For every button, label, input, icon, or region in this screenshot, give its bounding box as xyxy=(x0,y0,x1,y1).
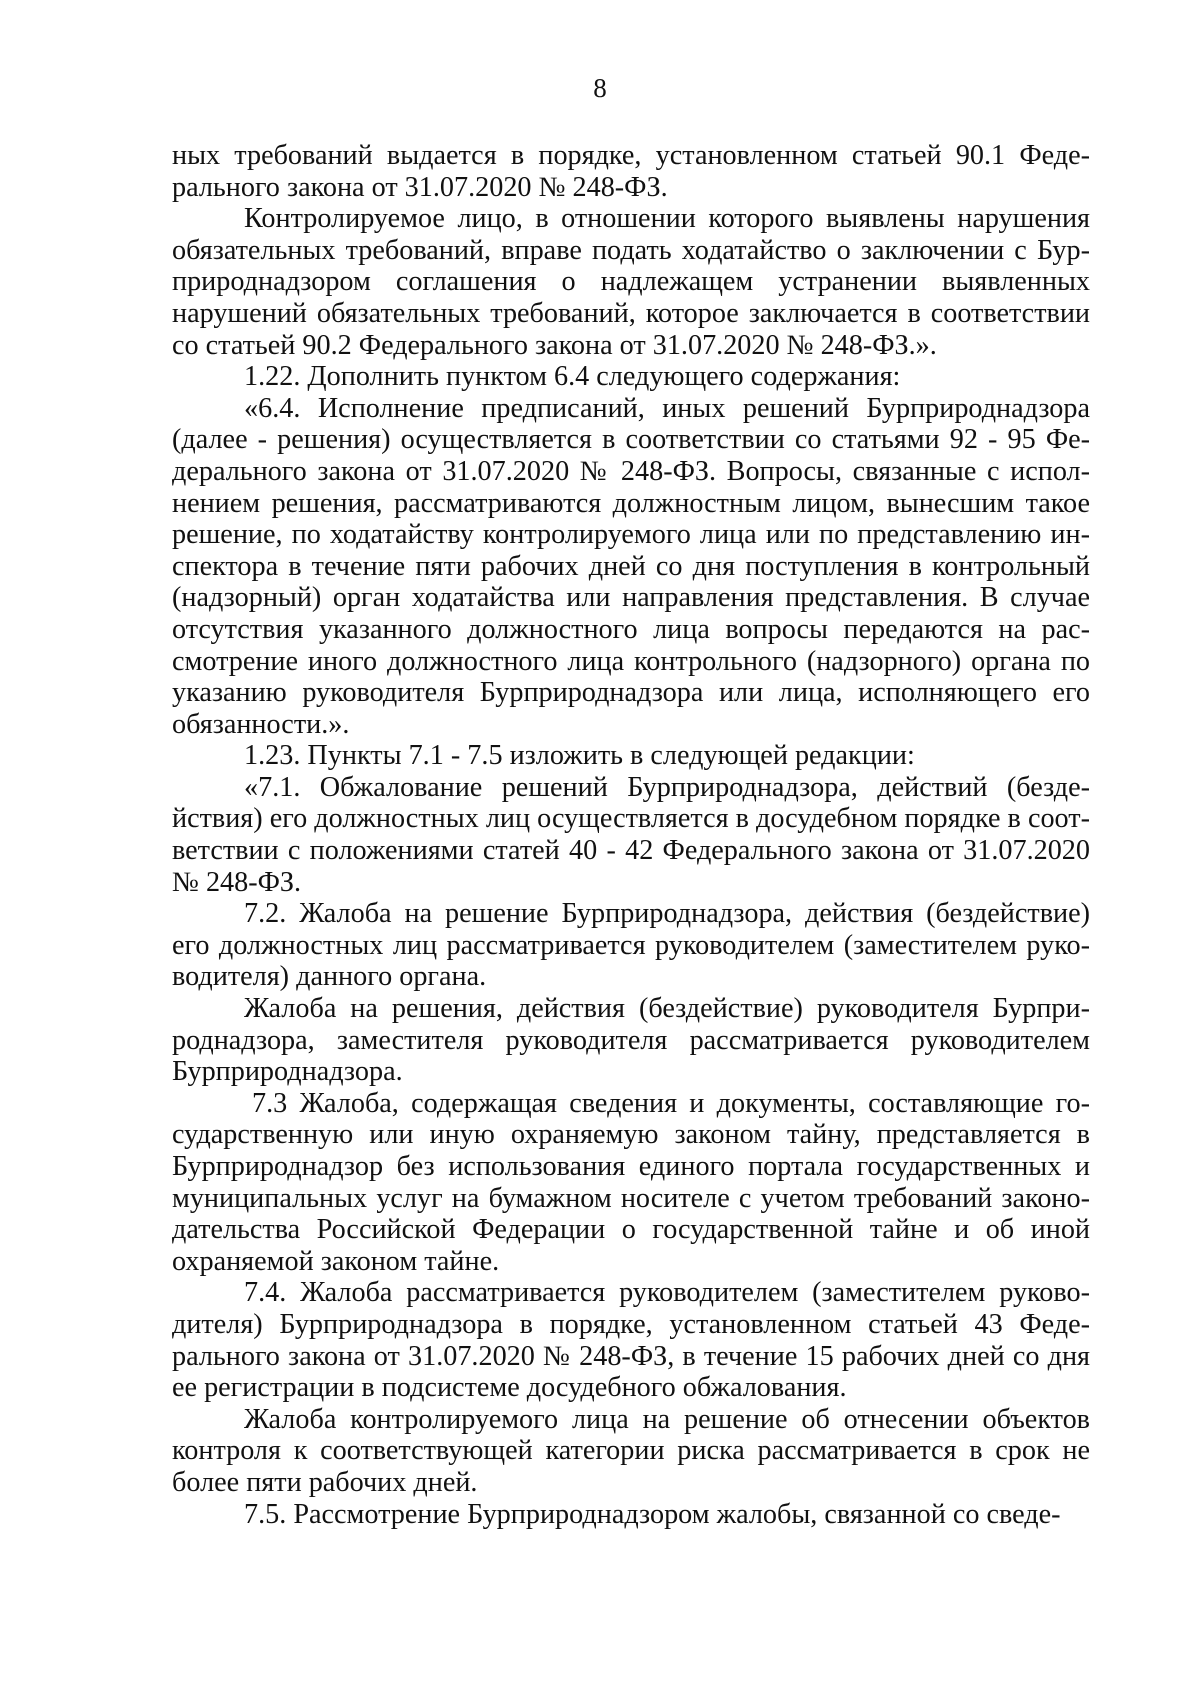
paragraph-risk-category: Жалоба контролируемого лица на решение об отнесении объектов контроля к соответствующей категории риска рассматривается в срок не более пяти рабочих дней. xyxy=(172,1403,1090,1498)
paragraph-item-7-4: 7.4. Жалоба рассматривается руководителем (заместителем руководителя) Бурприроднадзора в порядке, установленном статьей 43 Федерального закона от 31.07.2020 № 248-ФЗ, в течение 15 рабочих дней со дня ее регистрации в подсистеме досудебного обжалования. xyxy=(172,1277,1090,1404)
paragraph-item-1-22: 1.22. Дополнить пунктом 6.4 следующего содержания: xyxy=(244,361,901,393)
paragraph-continuation: ных требований выдается в порядке, установленном статьей 90.1 Федерального закона от 31.07.2020 № 248-ФЗ. xyxy=(172,140,1090,203)
paragraph-item-7-5: 7.5. Рассмотрение Бурприроднадзором жалобы, связанной со сведе- xyxy=(244,1498,1061,1530)
paragraph-complaint-head: Жалоба на решения, действия (бездействие) руководителя Бурприроднадзора, заместителя руководителя рассматривается руководителем Бурприроднадзора. xyxy=(172,993,1090,1088)
paragraph-item-7-2: 7.2. Жалоба на решение Бурприроднадзора, действия (бездействие) его должностных лиц рассматривается руководителем (заместителем руководителя) данного органа. xyxy=(172,898,1090,993)
paragraph-item-7-1: «7.1. Обжалование решений Бурприроднадзора, действий (бездействия) его должностных лиц осуществляется в досудебном порядке в соответствии с положениями статей 40 - 42 Федерального закона от 31.07.2020 № 248-ФЗ. xyxy=(172,771,1090,898)
paragraph-controlled-person: Контролируемое лицо, в отношении которого выявлены нарушения обязательных требований, вправе подать ходатайство о заключении с Бурприроднадзором соглашения о надлежащем устранении выявленных нарушений обязательных требований, которое заключается в соответствии со статьей 90.2 Федерального закона от 31.07.2020 № 248-ФЗ.». xyxy=(172,203,1090,361)
paragraph-item-7-3: 7.3 Жалоба, содержащая сведения и документы, составляющие государственную или иную охраняемую законом тайну, представляется в Бурприроднадзор без использования единого портала государственных и муниципальных услуг на бумажном носителе с учетом требований законодательства Российской Федерации о государственной тайне и об иной охраняемой законом тайне. xyxy=(172,1087,1090,1277)
document-body xyxy=(172,140,1090,1530)
page-number: 8 xyxy=(593,73,607,103)
paragraph-item-1-23: 1.23. Пункты 7.1 - 7.5 изложить в следующей редакции: xyxy=(244,740,915,772)
paragraph-item-6-4: «6.4. Исполнение предписаний, иных решений Бурприроднадзора (далее - решения) осуществляется в соответствии со статьями 92 - 95 Федерального закона от 31.07.2020 № 248-ФЗ. Вопросы, связанные с исполнением решения, рассматриваются должностным лицом, вынесшим такое решение, по ходатайству контролируемого лица или по представлению инспектора в течение пяти рабочих дней со дня поступления в контрольный (надзорный) орган ходатайства или направления представления. В случае отсутствия указанного должностного лица вопросы передаются на рассмотрение иного должностного лица контрольного (надзорного) органа по указанию руководителя Бурприроднадзора или лица, исполняющего его обязанности.». xyxy=(172,392,1090,740)
